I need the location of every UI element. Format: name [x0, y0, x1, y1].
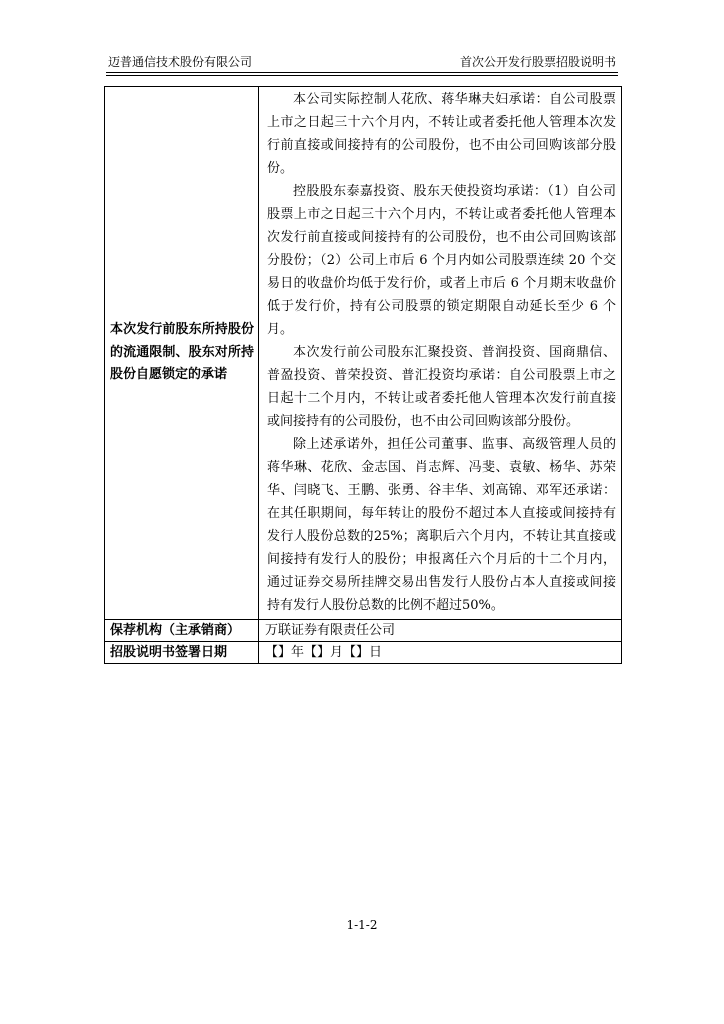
- table-row: [105, 620, 622, 642]
- signing-date-label: 招股说明书签署日期: [105, 642, 259, 664]
- paragraph-management-commitment: 除上述承诺外，担任公司董事、监事、高级管理人员的蒋华琳、花欣、金志国、肖志辉、冯斐、袁敏、杨华、苏荣华、闫晓飞、王鹏、张勇、谷丰华、刘高锦、邓军还承诺：在其任职期间，每年转让的股份不超过本人直接或间接持有发行人股份总数的25%；离职后六个月内，不转让其直接或间接持有发行人的股份；申报离任六个月后的十二个月内，通过证券交易所挂牌交易出售发行人股份占本人直接或间接持有发行人股份总数的比例不超过50%。: [267, 437, 616, 613]
- paragraph-controller-commitment: 本公司实际控制人花欣、蒋华琳夫妇承诺：自公司股票上市之日起三十六个月内，不转让或者委托他人管理本次发行前直接或间接持有的公司股份，也不由公司回购该部分股份。: [267, 92, 616, 176]
- lockup-commitment-label: 本次发行前股东所持股份的流通限制、股东对所持股份自愿锁定的承诺: [105, 87, 259, 620]
- table-row: [105, 642, 622, 664]
- prospectus-summary-table: [104, 86, 622, 664]
- sponsor-label: 保荐机构（主承销商）: [105, 620, 259, 642]
- header-rule: [106, 72, 618, 73]
- signing-date-value: 【】年【】月【】日: [259, 642, 622, 664]
- paragraph-controlling-shareholder-commitment: 控股股东泰嘉投资、股东天使投资均承诺：（1）自公司股票上市之日起三十六个月内，不转让或者委托他人管理本次发行前直接或间接持有的公司股份，也不由公司回购该部分股份；（2）公司上市后 6 个月内如公司股票连续 20 个交易日的收盘价均低于发行价，或者上市后 6 个月期末收盘价低于发行价，持有公司股票的锁定期限自动延长至少 6 个月。: [267, 184, 616, 337]
- page-number: 1-1-2: [346, 918, 378, 932]
- paragraph-other-shareholders-commitment: 本次发行前公司股东汇聚投资、普润投资、国商鼎信、普盈投资、普荣投资、普汇投资均承诺：自公司股票上市之日起十二个月内，不转让或者委托他人管理本次发行前直接或间接持有的公司股份，也不由公司回购该部分股份。: [267, 345, 616, 429]
- lockup-commitment-content: [259, 87, 622, 620]
- sponsor-value: 万联证券有限责任公司: [259, 620, 622, 642]
- header-rule-secondary: [106, 75, 618, 76]
- table-row: [105, 87, 622, 620]
- header-company-name: 迈普通信技术股份有限公司: [108, 55, 253, 69]
- header-document-title: 首次公开发行股票招股说明书: [459, 55, 616, 69]
- page-header: [106, 52, 618, 72]
